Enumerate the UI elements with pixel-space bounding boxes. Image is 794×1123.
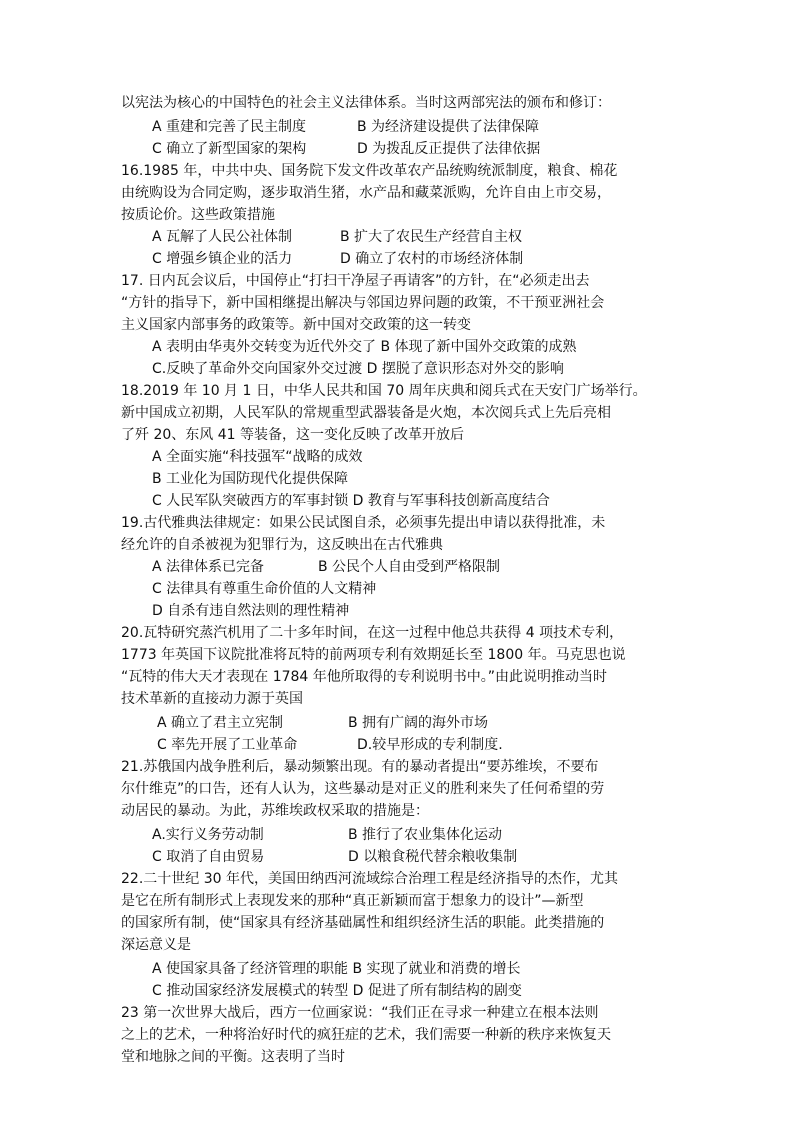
q21-option-c: C 取消了自由贸易 [152, 849, 265, 865]
q18-stem-line-2: 新中国成立初期，人民军队的常规重型武器装备是火炮，本次阅兵式上先后亮相 [121, 405, 611, 421]
q21-stem-line-3: 动居民的暴动。为此，苏维埃政权采取的措施是： [121, 803, 429, 819]
q21-stem-line-1: 21.苏俄国内战争胜利后，暴动频繁出现。有的暴动者提出“要苏维埃，不要布 [121, 759, 599, 775]
q17-stem-line-3: 主义国家内部事务的政策等。新中国对交政策的这一转变 [121, 317, 471, 333]
q21-stem-line-2: 尔什维克”的口告，还有人认为，这些暴动是对正义的胜利来失了任何希望的劳 [121, 781, 605, 797]
q18-stem-line-1: 18.2019 年 10 月 1 日，中华人民共和国 70 周年庆典和阅兵式在天安门广场举行。 [121, 383, 647, 399]
q17-stem-line-2: “方针的指导下，新中国相继提出解决与邻国边界问题的政策，不干预亚洲社会 [121, 295, 605, 311]
q22-stem-line-4: 深运意义是 [121, 937, 191, 953]
q16-stem-line-1: 16.1985 年，中共中央、国务院下发文件改革农产品统购统派制度，粮食、棉花 [121, 163, 618, 179]
q15-stem-line-1: 以宪法为核心的中国特色的社会主义法律体系。当时这两部宪法的颁布和修订： [121, 95, 611, 111]
q16-stem-line-2: 由统购设为合同定购，逐步取消生猪，水产品和藏菜派购，允许自由上市交易， [121, 185, 611, 201]
q22-stem-line-1: 22.二十世纪 30 年代，美国田纳西河流域综合治理工程是经济指导的杰作，尤其 [121, 871, 618, 887]
q23-stem-line-1: 23 第一次世界大战后，西方一位画家说：“我们正在寻求一种建立在根本法则 [121, 1005, 599, 1021]
q20-option-a: A 确立了君主立宪制 [157, 715, 284, 731]
q18-options-cd: C 人民军队突破西方的军事封锁 D 教育与军事科技创新高度结合 [152, 493, 550, 509]
q16-option-a: A 瓦解了人民公社体制 [152, 229, 293, 245]
q19-stem-line-1: 19.古代雅典法律规定：如果公民试图自杀，必须事先提出申请以获得批准，未 [121, 515, 606, 531]
q15-option-a: A 重建和完善了民主制度 [152, 119, 307, 135]
q18-option-b: B 工业化为国防现代化提供保障 [152, 471, 349, 487]
q15-option-c: C 确立了新型国家的架构 [152, 141, 307, 157]
q17-options-cd: C.反映了革命外交向国家外交过渡 D 摆脱了意识形态对外交的影响 [152, 361, 564, 377]
q19-option-c: C 法律具有尊重生命价值的人文精神 [152, 581, 377, 597]
q22-options-cd: C 推动国家经济发展模式的转型 D 促进了所有制结构的剧变 [152, 983, 522, 999]
q18-stem-line-3: 了歼 20、东风 41 等装备，这一变化反映了改革开放后 [121, 427, 464, 443]
q21-option-b: B 推行了农业集体化运动 [348, 827, 503, 843]
q20-option-d: D.较早形成的专利制度. [357, 737, 503, 753]
q17-stem-line-1: 17. 日内瓦会议后，中国停止“打扫干净屋子再请客”的方针，在“必须走出去 [121, 273, 590, 289]
q19-stem-line-2: 经允许的自杀被视为犯罪行为，这反映出在古代雅典 [121, 537, 443, 553]
q22-stem-line-2: 是它在所有制形式上表现发来的那种“真正新颖而富于想象力的设计”—新型 [121, 893, 584, 909]
q15-option-b: B 为经济建设提供了法律保障 [357, 119, 540, 135]
q16-stem-line-3: 按质论价。这些政策措施 [121, 207, 275, 223]
q15-option-d: D 为拨乱反正提供了法律依据 [357, 141, 541, 157]
q22-options-ab: A 使国家具备了经济管理的职能 B 实现了就业和消费的增长 [152, 961, 521, 977]
q16-option-d: D 确立了农村的市场经济体制 [340, 251, 524, 267]
q20-stem-line-3: “瓦特的伟大天才表现在 1784 年他所取得的专利说明书中。”由此说明推动当时 [121, 669, 608, 685]
q23-stem-line-3: 堂和地脉之间的平衡。这表明了当时 [121, 1049, 345, 1065]
q16-option-c: C 增强乡镇企业的活力 [152, 251, 293, 267]
q16-option-b: B 扩大了农民生产经营自主权 [340, 229, 523, 245]
q23-stem-line-2: 之上的艺术，一种将治好时代的疯狂症的艺术，我们需要一种新的秩序来恢复天 [121, 1027, 611, 1043]
q18-option-a: A 全面实施“科技强军“战略的成效 [152, 449, 363, 465]
q22-stem-line-3: 的国家所有制，使“国家具有经济基础属性和组织经济生活的职能。此类措施的 [121, 915, 605, 931]
q20-option-c: C 率先开展了工业革命 [157, 737, 298, 753]
q21-option-a: A.实行义务劳动制 [152, 827, 264, 843]
q20-option-b: B 拥有广阔的海外市场 [348, 715, 489, 731]
q20-stem-line-1: 20.瓦特研究蒸汽机用了二十多年时间，在这一过程中他总共获得 4 项技术专利， [121, 625, 624, 641]
q19-option-d: D 自杀有违自然法则的理性精神 [152, 603, 350, 619]
q20-stem-line-4: 技术革新的直接动力源于英国 [121, 691, 303, 707]
q19-option-a: A 法律体系已完备 [152, 559, 265, 575]
q17-options-ab: A 表明由华夷外交转变为近代外交了 B 体现了新中国外交政策的成熟 [152, 339, 577, 355]
q21-option-d: D 以粮食税代替余粮收集制 [348, 849, 518, 865]
q20-stem-line-2: 1773 年英国下议院批准将瓦特的前两项专利有效期延长至 1800 年。马克思也说 [121, 647, 626, 663]
q19-option-b: B 公民个人自由受到严格限制 [318, 559, 501, 575]
